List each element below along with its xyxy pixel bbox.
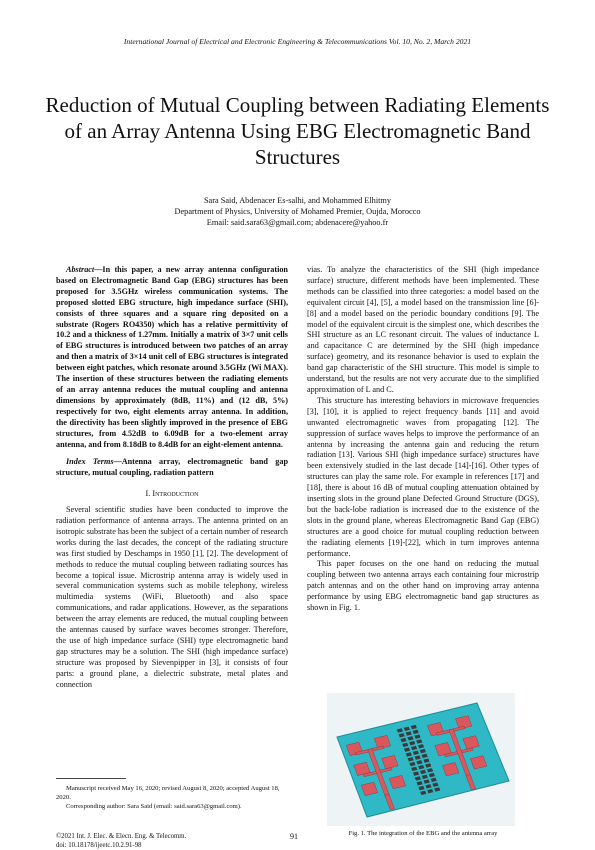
right-column (307, 265, 539, 614)
page-footer (56, 832, 186, 850)
index-terms-text: —Antenna array, electromagnetic band gap structure, mutual coupling, radiation pattern (56, 457, 288, 478)
authors: Sara Said, Abdenacer Es-salhi, and Mohammed Elhitmy (203, 196, 392, 205)
author-block (0, 195, 595, 228)
index-terms (56, 457, 288, 479)
body-paragraph: vias. To analyze the characteristics of the SHI (high impedance surface) structure, different methods have been implemented. These methods can be classified into three categories: a model based on the equivalent circuit [4], [5], a model based on the transmission line [6]-[8] and a model based on the periodic boundary conditions [9]. The model of the equivalent circuit is the simplest one, which describes the SHI structure as an LC resonant circuit. The values of inductance L and capacitance C are determined by the SHI (high impedance surface) geometry, and its resonance behavior is used to explain the band gap characteristic of the SHI structure. This model is simple to understand, but the results are not very accurate due to the simplified approximation of L and C. (307, 265, 539, 394)
journal-header: International Journal of Electrical and Electronic Engineering & Telecommunications Vol. 10, No. 2, March 2021 (123, 37, 472, 46)
affiliation: Department of Physics, University of Mohamed Premier, Oujda, Morocco (174, 207, 421, 216)
section-heading: I. Introduction (145, 489, 199, 499)
paper-title: Reduction of Mutual Coupling between Radiating Elements of an Array Antenna Using EBG Electromagnetic Band Structures (45, 93, 550, 169)
copyright: ©2021 Int. J. Elec. & Elecn. Eng. & Telecomm. (56, 833, 187, 840)
intro-paragraph: Several scientific studies have been conducted to improve the radiation performance of antenna arrays. The antenna printed on an isotropic substrate has been the subject of a certain number of research works during the last decades, the concept of the radiating structure was first studied by Deschamps in 1950 [1], [2]. The development of methods to reduce the mutual coupling between radiating sources has become a topical issue. Microstrip antenna array is widely used in several communication systems such as mobile telephony, wireless multimedia systems (WiFi, Bluetooth) and also space communications, and radar applications. However, as the separations between the array elements are reduced, the mutual coupling between the antennas caused by surface waves becomes stronger. Therefore, the use of high impedance surface (SHI) type electromagnetic band gap structures may be a solution. The SHI (high impedance surface) structure was proposed by Sievenpipper in [3], it consists of four parts: a ground plane, a dielectric substrate, metal plates and connection (56, 505, 288, 689)
antenna-array-illustration (327, 693, 515, 826)
footnotes (56, 784, 288, 811)
abstract-label: Abstract (66, 265, 95, 274)
left-column (56, 265, 288, 691)
footnote-corresponding: Corresponding author: Sara Said (email: said.sara63@gmail.com). (66, 803, 242, 810)
index-terms-label: Index Terms (66, 457, 114, 467)
doi: doi: 10.18178/ijeetc.10.2.91-98 (56, 842, 142, 849)
abstract (56, 265, 288, 450)
footnote-rule (56, 778, 126, 779)
body-paragraph: This paper focuses on the one hand on reducing the mutual coupling between two antenna arrays each containing four microstrip patch antennas and on the other hand on improving array antenna performance by using EBG electromagnetic band gap structures as shown in Fig. 1. (307, 559, 539, 613)
body-paragraph: This structure has interesting behaviors in microwave frequencies [3], [10], it is applied to reject frequency bands [11] and avoid unwanted electromagnetic waves from propagating [12]. The suppression of surface waves helps to improve the performance of an antenna by increasing the antenna gain and reducing the return radiation [13]. Various SHI (high impedance surface) structures have been extensively studied in the last decade [14]-[16]. Other types of structures can play the same role. For example in references [17] and [18], there is about 16 dB of mutual coupling attenuation obtained by inserting slots in the ground plane Defected Ground Structure (DGS), but the back-lobe radiation is increased due to the existence of the slots in the ground plane, whereas Electromagnetic Band Gap (EBG) structures are a good choice for mutual coupling reduction between the radiating elements [19]-[22], which in turn improves antenna performance. (307, 395, 539, 558)
figure-caption: Fig. 1. The integration of the EBG and the antenna array (348, 830, 498, 837)
page-number: 91 (290, 832, 298, 841)
figure-ebg-array (327, 693, 515, 826)
abstract-text: —In this paper, a new array antenna configuration based on Electromagnetic Band Gap (EBG) structures has been proposed for 3.5GHz wireless communication systems. The proposed slotted EBG structure, high impedance surface (SHI), consists of three squares and a square ring deposited on a substrate (Rogers RO4350) which has a relative permittivity of 10.2 and a thickness of 1.27mm. Initially a matrix of 3×7 unit cells of EBG structures is introduced between two patches of an array and then a matrix of 3×14 unit cell of EBG structures is integrated between eight patches, which resonate around 3.5GHz (Wi MAX). The insertion of these structures between the radiating elements of an array antenna reduces the mutual coupling and antenna dimensions by approximately (8dB, 11%) and (12 dB, 5%) respectively for two, eight elements array antenna. In addition, the directivity has been slightly improved in the presence of EBG structures, from 4.52dB to 6.09dB for a two-element array antenna, and from 8.18dB to 8.4dB for an eight-element antenna. (56, 265, 288, 449)
footnote-received: Manuscript received May 16, 2020; revised August 8, 2020; accepted August 18, 2020. (56, 785, 280, 801)
email: Email: said.sara63@gmail.com; abdenacere@yahoo.fr (206, 218, 389, 227)
